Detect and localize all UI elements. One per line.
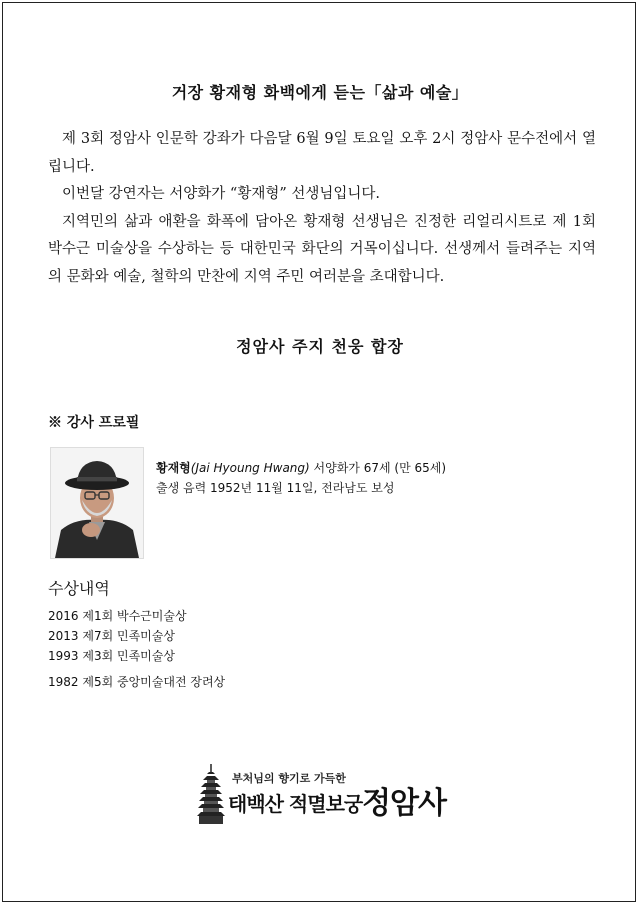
- award-item: 1993 제3회 민족미술상: [48, 649, 175, 663]
- speaker-occupation-age: 서양화가 67세 (만 65세): [309, 461, 447, 475]
- speaker-name-roman: (Jai Hyoung Hwang): [190, 461, 310, 475]
- logo-subname: 태백산 적멸보궁: [228, 792, 363, 816]
- document-body: [48, 126, 596, 292]
- temple-logo: [196, 764, 456, 826]
- award-item: 2016 제1회 박수근미술상: [48, 609, 187, 623]
- awards-heading: 수상내역: [48, 579, 110, 598]
- speaker-photo: [50, 447, 144, 559]
- award-item: 2013 제7회 민족미술상: [48, 629, 175, 643]
- logo-tagline: 부처님의 향기로 가득한: [232, 772, 346, 785]
- signature: 정암사 주지 천웅 합장: [236, 337, 404, 356]
- speaker-name-line: [156, 458, 446, 478]
- paragraph-1: 제 3회 정암사 인문학 강좌가 다음달 6월 9일 토요일 오후 2시 정암사 문수전에서 열립니다.: [48, 131, 596, 175]
- speaker-portrait-image: [51, 448, 143, 558]
- speaker-birth: 출생 음력 1952년 11월 11일, 전라남도 보성: [156, 481, 395, 495]
- profile-heading: ※ 강사 프로필: [48, 415, 140, 431]
- awards-list: [48, 606, 225, 692]
- pagoda-icon: [196, 764, 226, 826]
- logo-name: 정암사: [362, 786, 446, 821]
- award-item: 1982 제5회 중앙미술대전 장려상: [48, 675, 226, 689]
- paragraph-2: 이번달 강연자는 서양화가 “황재형” 선생님입니다.: [62, 186, 381, 203]
- document-title: 거장 황재형 화백에게 듣는「삶과 예술」: [171, 83, 469, 102]
- speaker-name: 황재형: [156, 461, 191, 475]
- paragraph-3: 지역민의 삶과 애환을 화폭에 담아온 황재형 선생님은 진정한 리얼리시트로 제 1회 박수근 미술상을 수상하는 등 대한민국 화단의 거목이십니다. 선생께서 들려주는 지역의 문화와 예술, 철학의 만찬에 지역 주민 여러분을 초대합니다.: [48, 213, 596, 285]
- speaker-bio: [156, 458, 446, 498]
